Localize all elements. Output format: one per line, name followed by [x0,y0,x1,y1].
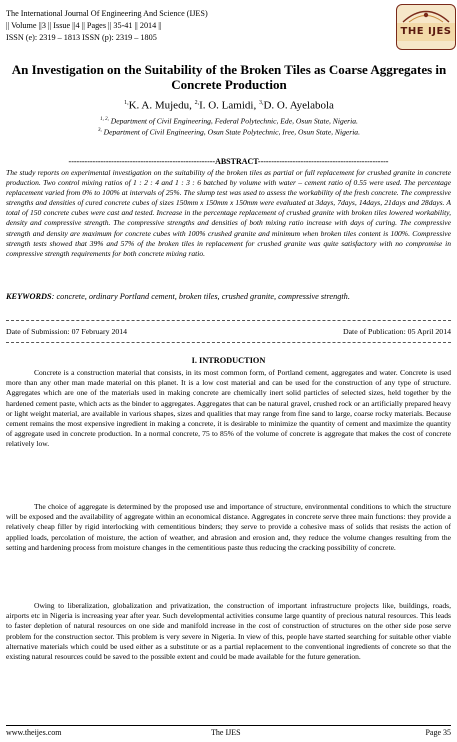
author-name: K. A. Mujedu, [128,99,195,112]
logo-arc-icon [401,7,451,23]
author-sup: 2, [194,100,200,106]
page-number: Page 35 [425,728,451,737]
abstract-text: The study reports on experimental investigation on the suitability of the broken tiles as partial or full replacement for crushed granite in concrete production. Two control mixing ratios of 1 : 2 : 4 and 1 : 3 : 6 batched by volume with water – cement ratio of 0.55 were used. The percentage replacement varied from 0% to 100% at intervals of 25%. The slump test was used to assess the workability of the fresh concrete. The compressive strengths and densities of cured concrete cubes of sizes 150mm x 150mm x 150mm were evaluated at 3days, 7days, 14days, 21days and 28days. A total of 150 concrete cubes were cast and tested. Increase in the percentage replacement of crushed granite with broken tiles lowered workability, density and compressive strength. The compressive strengths and densities of both mixing ratio increase with days of curing. The compressive strength and density are maximum for concrete cubes with 100% crushed granite and minimum when broken tiles content is 100%. Compressive strength tests showed that 39% and 57% of the broken tiles in replacement for crushed granite was quite satisfactory with no compromise in compressive strength requirements for both concrete mixing ratio. [6,168,451,258]
body-paragraph: Owing to liberalization, globalization and privatization, the construction of important infrastructure projects like, buildings, roads, airports etc in Nigeria is increasing year after year. Such developmental activities consume large quantity of precious natural resources. This leads to faster depletion of natural resources on one side and manifold increase in the cost of construction of structures on the other side pose serve problem for the construction sector. This problem is very severe in Nigeria. In view of this, people have started searching for suitable other viable alternative materials which could be used either as a substitute or as a partial replacement to the conventional ingredients of concrete so that the existing natural resources could be saved to the possible extent and could be made available for the future generation. [6,601,451,662]
journal-header [6,8,396,44]
affiliation [8,115,450,127]
keywords-text: : concrete, ordinary Portland cement, broken tiles, crushed granite, compressive strength. [51,292,350,301]
submission-date: Date of Submission: 07 February 2014 [6,327,128,336]
keywords [6,292,451,303]
author-sup: 3, [258,100,264,106]
publication-date: Date of Publication: 05 April 2014 [342,327,451,336]
footer-website[interactable]: www.theijes.com [6,728,62,737]
body-paragraph: Concrete is a construction material that consists, in its most common form, of Portland cement, aggregates and water. Concrete is used more than any other man made material on this planet. It is a low cost material and can be used for the construction of any type of structure. Aggregates which are one of the materials used in making concrete are chemically inert solid particles of selected sizes, held together by the hardened cement paste, which acts as the binder to aggregates. Aggregates that can be natural gravel, crushed rock or an artificially prepared heavy or light weight material, are available in various shapes, sizes and qualities that may range from fine sand to large, coarse rocky materials. Because cement remains the most expensive ingredient in making a concrete, it is desirable to minimize the quantity of cement and maximize the quantity of aggregate used in concrete production. In a normal concrete, 75 to 85% of the volume of concrete is aggregate that makes the cost of concrete relatively low. [6,368,451,449]
divider [6,320,451,321]
journal-logo [396,4,456,50]
footer-divider [6,725,451,726]
journal-issn-line: ISSN (e): 2319 – 1813 ISSN (p): 2319 – 1805 [6,33,157,42]
paper-title: An Investigation on the Suitability of the Broken Tiles as Coarse Aggregates in Concrete Production [11,62,447,92]
journal-issue-line: || Volume ||3 || Issue ||4 || Pages || 35-41 || 2014 || [6,21,162,30]
author-name: I. O. Lamidi, [199,99,259,112]
logo-text: THE IJES [397,23,455,41]
journal-name: The International Journal Of Engineering And Science (IJES) [6,9,208,18]
affiliation-text: Department of Civil Engineering, Osun State Polytechnic, Iree, Osun State, Nigeria. [103,127,361,137]
divider [6,342,451,343]
affiliation [8,126,450,138]
footer-publisher: The IJES [211,728,241,737]
affiliation-sup: 3, [97,128,102,133]
author-name: D. O. Ayelabola [263,99,334,112]
keywords-label: KEYWORDS [6,292,52,301]
affiliation-text: Department of Civil Engineering, Federal Polytechnic, Ede, Osun State, Nigeria. [110,116,358,126]
affiliation-sup: 1, 2, [100,117,109,122]
body-paragraph: The choice of aggregate is determined by the proposed use and importance of structure, environmental conditions to which the structure will be exposed and the availability of aggregate within an economical distance. Aggregates in concrete serve three main functions: they provide a relatively cheap filler by rigid interlocking with cementitious binders; they serve to provide a cohesive mass of solids that resists the action of applied loads, percolation of moisture, the action of weather, and abrasion and erosion and, they reduce the volume changes resulting from the setting and hardening process from moisture changes in the cementitious paste thus reducing the cracking possibility of concrete. [6,502,451,552]
section-heading: I. INTRODUCTION [191,356,266,365]
author-list [8,96,450,113]
author-sup: 1, [124,100,129,106]
abstract-heading: -------------------------------------------------------ABSTRACT------------------------------------------------- [68,157,389,166]
